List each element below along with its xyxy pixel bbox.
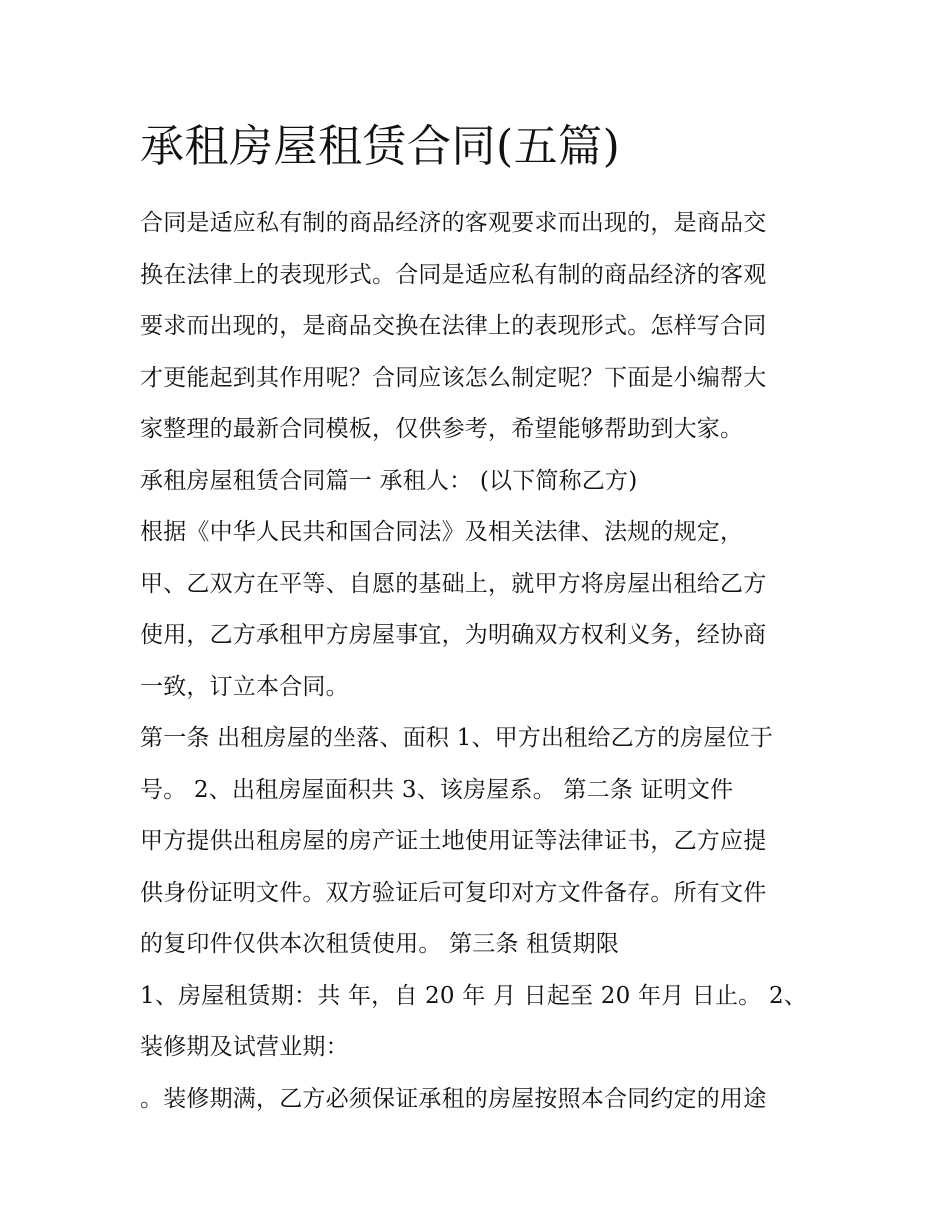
document-body: [140, 198, 812, 1125]
body-line: 1、房屋租赁期：共 年，自 20 年 月 日起至 20 年月 日止。 2、: [140, 982, 807, 1009]
body-line: 才更能起到其作用呢？合同应该怎么制定呢？下面是小编帮大: [140, 364, 767, 391]
body-line: 号。 2、出租房屋面积共 3、该房屋系。 第二条 证明文件: [140, 776, 734, 803]
body-line: 甲、乙双方在平等、自愿的基础上，就甲方将房屋出租给乙方: [140, 570, 767, 597]
body-line: 使用，乙方承租甲方房屋事宜，为明确双方权利义务，经协商: [140, 622, 767, 648]
body-line: 装修期及试营业期：: [140, 1034, 349, 1060]
body-line: 根据《中华人民共和国合同法》及相关法律、法规的规定，: [140, 519, 744, 545]
body-line: 第一条 出租房屋的坐落、面积 1、甲方出租给乙方的房屋位于: [140, 725, 774, 751]
body-line: 的复印件仅供本次租赁使用。 第三条 租赁期限: [140, 931, 620, 957]
document-title: 承租房屋租赁合同(五篇): [140, 121, 621, 172]
body-line: 一致，订立本合同。: [140, 673, 349, 700]
body-line: 供身份证明文件。双方验证后可复印对方文件备存。所有文件: [140, 879, 767, 906]
body-line: 换在法律上的表现形式。合同是适应私有制的商品经济的客观: [140, 261, 767, 288]
body-line: 要求而出现的，是商品交换在法律上的表现形式。怎样写合同: [140, 313, 767, 339]
body-line: 家整理的最新合同模板，仅供参考，希望能够帮助到大家。: [140, 416, 744, 442]
body-line: 承租房屋租赁合同篇一 承租人： (以下简称乙方): [140, 467, 638, 494]
body-line: 。装修期满，乙方必须保证承租的房屋按照本合同约定的用途: [140, 1085, 767, 1112]
body-line: 甲方提供出租房屋的房产证土地使用证等法律证书，乙方应提: [140, 828, 767, 854]
body-line: 合同是适应私有制的商品经济的客观要求而出现的，是商品交: [140, 210, 767, 236]
